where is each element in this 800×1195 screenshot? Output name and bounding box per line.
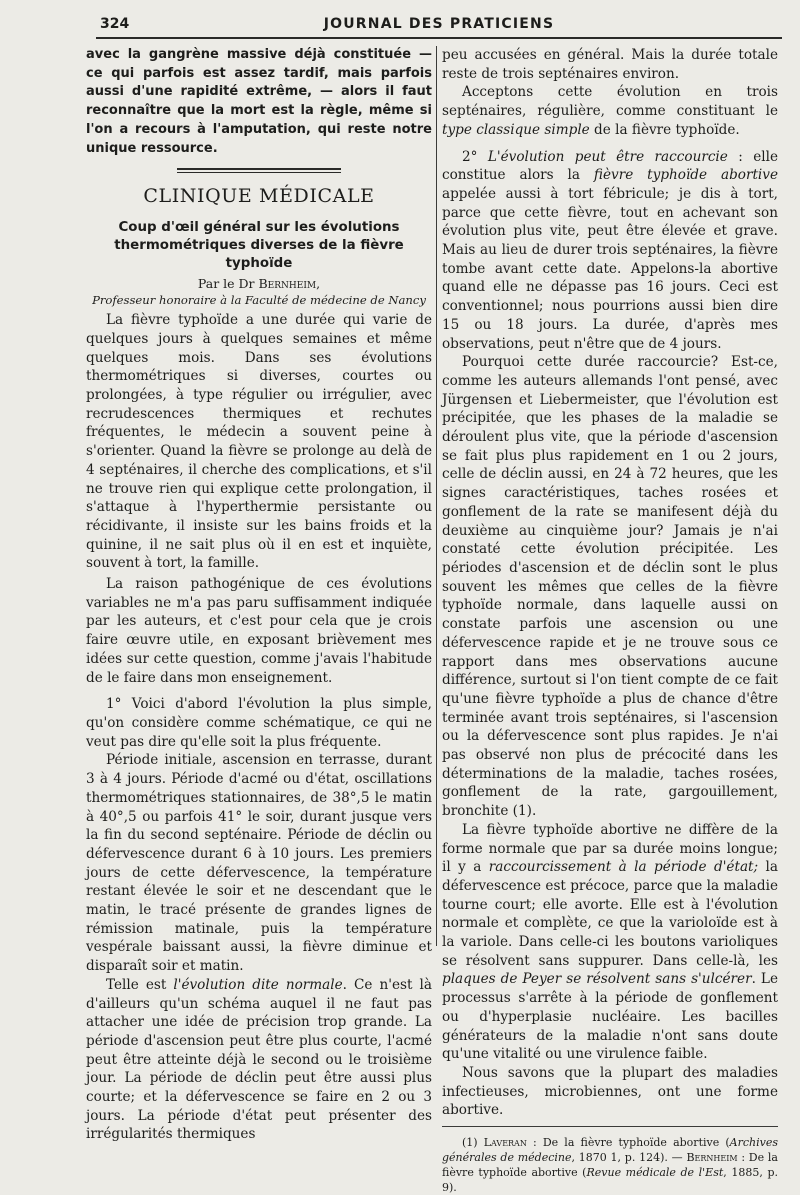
byline-prefix: Par le Dr xyxy=(197,276,259,292)
text-run: , 1870 1, p. 124). — xyxy=(571,1151,687,1165)
body-paragraph: La raison pathogénique de ces évolutions variables ne m'a pas paru suffisamment indiquée par les auteurs, et c'est pour cela que je crois faire œuvre utile, en exposant brièvement mes idées sur cette question, comme j'avais l'habitude de le faire dans mon enseignement. xyxy=(86,576,432,686)
italic-run: Revue médicale de l'Est xyxy=(586,1166,724,1180)
author-affiliation: Professeur honoraire à la Faculté de médecine de Nancy xyxy=(92,293,426,308)
italic-run: raccourcissement à la période d'état; xyxy=(488,859,759,876)
right-column xyxy=(442,46,778,1195)
italic-run: Archives générales de médecine xyxy=(442,1136,779,1165)
italic-run: type classique simple xyxy=(442,121,590,138)
italic-run: fièvre typhoïde abortive xyxy=(593,167,778,184)
body-paragraph: 1° Voici d'abord l'évolution la plus simple, qu'on considère comme schématique, ce qui ne veut pas dire qu'elle soit la plus fréquente. xyxy=(86,696,432,750)
body-paragraph: Période initiale, ascension en terrasse, durant 3 à 4 jours. Période d'acmé ou d'état, oscillations thermométriques stationnaires, de 38°,5 le matin à 40°,5 ou parfois 41° le soir, durant jusque vers la fin du second septénaire. Période de déclin ou défervescence durant 6 à 10 jours. Les premiers jours de cette défervescence, la température restant élevée le soir et ne descendant que le matin, le tracé présente de grandes lignes de rémission matinale, puis la température vespérale baissant aussi, la fièvre diminue et disparaît soir et matin. xyxy=(86,752,432,975)
body-paragraph: peu accusées en général. Mais la durée totale reste de trois septénaires environ. xyxy=(442,47,778,82)
author-name: Bernheim, xyxy=(258,276,321,292)
left-column xyxy=(86,46,432,1144)
text-run: . Ce n'est là d'ailleurs qu'un schéma auquel il ne faut pas attacher une idée de précision trop grande. La période d'ascension peut être plus courte, l'acmé peut être atteinte déjà le second ou le troisième jour. La période de déclin peut être aussi plus courte; et la défervescence se faire en 2 ou 3 jours. La période d'état peut présenter des irrégularités thermiques xyxy=(86,976,432,1143)
italic-run: l'évolution dite normale xyxy=(173,976,343,993)
text-run: la défervescence est précoce, parce que la maladie tourne court; elle avorte. Elle est à l'évolution normale et complète, ce que la varioloïde est à la variole. Dans celle-ci les boutons varioliques se résolvent sans suppurer. Dans celle-là, les xyxy=(442,859,778,969)
italic-run: L'évolution peut être raccourcie xyxy=(487,148,728,165)
text-run: de la fièvre typhoïde. xyxy=(589,121,740,138)
footnote-author: Bernheim xyxy=(686,1151,738,1165)
text-run: : De la fièvre typhoïde abortive ( xyxy=(442,1151,778,1180)
page-header xyxy=(96,12,782,42)
text-run: : De la fièvre typhoïde abortive ( xyxy=(526,1136,730,1150)
article-title: Coup d'œil général sur les évolutions thermométriques diverses de la fièvre typhoïde xyxy=(114,220,404,272)
column-divider xyxy=(436,46,437,946)
body-paragraph xyxy=(442,83,778,139)
text-run: Acceptons cette évolution en trois septénaires, régulière, comme constituant le xyxy=(442,84,778,120)
footnote-number: (1) xyxy=(462,1136,484,1150)
journal-title: JOURNAL DES PRATICIENS xyxy=(323,16,555,32)
section-separator-thin xyxy=(177,172,341,173)
text-run: appelée aussi à tort fébricule; je dis à tort, parce que cette fièvre, tout en achevant son évolution plus vite, peut être élevée et grave. Mais au lieu de durer trois septénaires, la fièvre tombe avant cette date. Appelons-la abortive quand elle ne dépasse pas 16 jours. Ceci est conventionnel; nous pourrions aussi bien dire 15 ou 18 jours. La durée, d'après mes observations, peut n'être que de 4 jours. xyxy=(442,185,778,352)
intro-paragraph: avec la gangrène massive déjà constituée — ce qui parfois est assez tardif, mais parfois aussi d'une rapidité extrême, — alors il faut reconnaître que la mort est la règle, même si l'on a recours à l'amputation, qui reste notre unique ressource. xyxy=(86,47,432,156)
footnote-rule xyxy=(442,1126,778,1127)
text-run: La fièvre typhoïde abortive ne diffère de la forme normale que par sa durée moins longue; il y a xyxy=(442,821,778,876)
text-run: , 1885, p. 9). xyxy=(442,1166,778,1195)
footnote-author: Laveran xyxy=(483,1136,527,1150)
body-paragraph xyxy=(442,148,778,354)
body-paragraph: Nous savons que la plupart des maladies infectieuses, microbiennes, ont une forme abortive. xyxy=(442,1064,778,1119)
italic-run: plaques de Peyer se résolvent sans s'ulcérer xyxy=(442,971,752,988)
section-separator xyxy=(177,168,341,170)
text-run: . Le processus s'arrête à la période de gonflement ou d'hyperplasie nucléaire. Les bacilles générateurs de la maladie n'ont sans doute qu'une vitalité ou une virulence faible. xyxy=(442,971,778,1063)
body-paragraph xyxy=(442,821,778,1064)
body-paragraph xyxy=(86,976,432,1144)
header-rule xyxy=(96,37,782,39)
section-title: CLINIQUE MÉDICALE xyxy=(143,185,375,208)
text-run: : elle constitue alors la xyxy=(442,148,778,184)
body-paragraph: Pourquoi cette durée raccourcie? Est-ce, comme les auteurs allemands l'ont pensé, avec Jürgensen et Liebermeister, que l'évolution est précipitée, que les phases de la maladie se déroulent plus vite, que la période d'ascension se fait plus plus rapidement en 1 ou 2 jours, celle de déclin aussi, en 24 à 72 heures, que les signes caractéristiques, taches rosées et gonflement de la rate se manifesent déjà du deuxième au cinquième jour? Jamais je n'ai constaté cette évolution précipitée. Les périodes d'ascension et de déclin sont le plus souvent les mêmes que celles de la fièvre typhoïde normale, dans laquelle aussi on constate parfois une ascension ou une défervescence rapide et je ne trouve sous ce rapport dans mes observations aucune différence, surtout si l'on tient compte de ce fait qu'une fièvre typhoïde a plus de chance d'être terminée avant trois septénaires, si l'ascension ou la défervescence sont plus rapides. Je n'ai pas observé non plus de précocité dans les déterminations de la maladie, taches rosées, gonflement de la rate, gargouillement, bronchite (1). xyxy=(442,354,778,820)
footnote xyxy=(442,1135,778,1195)
text-run: 2° xyxy=(462,148,488,165)
body-paragraph: La fièvre typhoïde a une durée qui varie de quelques jours à quelques semaines et même quelques mois. Dans ses évolutions thermométriques si diverses, courtes ou prolongées, à type régulier ou irrégulier, avec recrudescences thermiques et rechutes fréquentes, le médecin a souvent peine à s'orienter. Quand la fièvre se prolonge au delà de 4 septénaires, il cherche des complications, et s'il ne trouve rien qui explique cette prolongation, il s'attaque à l'hyperthermie persistante ou récidivante, il insiste sur les bains froids et la quinine, il ne sait plus où il en est et inquiète, souvent à tort, la famille. xyxy=(86,312,432,572)
text-run: Telle est xyxy=(106,976,174,993)
byline xyxy=(86,275,432,292)
page-number: 324 xyxy=(100,16,130,32)
